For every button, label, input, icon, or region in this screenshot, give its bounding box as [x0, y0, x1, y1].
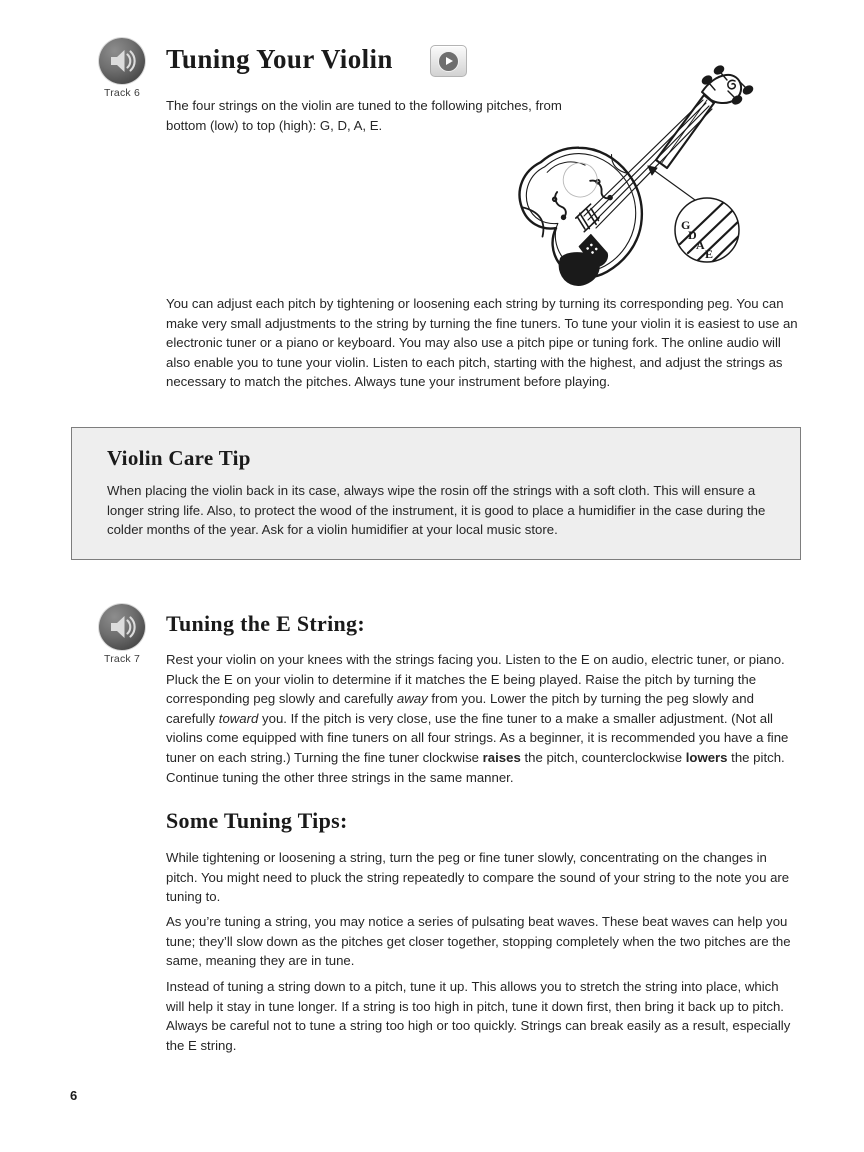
track-6-block[interactable]	[86, 38, 158, 99]
track-7-label: Track 7	[103, 653, 141, 665]
tuning-tip-paragraph-1: While tightening or loosening a string, turn the peg or fine tuner slowly, concentrating on the changes in pitch. You might need to pluck the string repeatedly to compare the sound of your string to the note you are tuning to.	[166, 850, 790, 905]
tuning-body-paragraph: You can adjust each pitch by tightening or loosening each string by turning its corresponding peg. You can make very small adjustments to the string by turning the fine tuners. To tune your violin it is easiest to use an electronic tuner or a piano or keyboard. You may also use a pitch pipe or tuning fork. The online audio will also enable you to tune your violin. Listen to each pitch, starting with the highest, and adjust the strings as necessary to match the pitches. Always tune your instrument before playing.	[166, 296, 798, 390]
tuning-tip-paragraph-3: Instead of tuning a string down to a pitch, tune it up. This allows you to stretch the string into place, which will help it stay in tune longer. If a string is too high in pitch, tune it down first, then bring it back up to pitch. Always be careful not to tune a string too high or too quickly. Strings can break easily as a result, especially the E string.	[166, 979, 791, 1053]
string-label-a: A	[696, 238, 705, 252]
play-triangle	[446, 57, 453, 65]
string-label-d: D	[688, 228, 697, 242]
violin-illustration	[498, 48, 774, 288]
heading-tuning-e-string: Tuning the E String:	[166, 611, 365, 636]
string-label-g: G	[681, 218, 691, 232]
intro-paragraph: The four strings on the violin are tuned to the following pitches, from bottom (low) to top (high): G, D, A, E.	[166, 98, 562, 133]
track-6-label: Track 6	[103, 87, 141, 99]
e-string-paragraph: Rest your violin on your knees with the strings facing you. Listen to the E on audio, electric tuner, or piano. Pluck the E on your violin to determine if it matches the E being played. Raise the pitch by turning the corresponding peg slowly and carefully away from you. Lower the pitch by turning the peg slowly and carefully toward you. If the pitch is very close, use the fine tuner to a make a smaller adjustment. (Not all violins come equipped with fine tuners on all four strings. As a beginner, it is recommended you have a fine tuner on each string.) Turning the fine tuner clockwise raises the pitch, counterclockwise lowers the pitch. Continue tuning the other three strings in the same manner.	[166, 652, 789, 785]
care-tip-body: When placing the violin back in its case, always wipe the rosin off the strings with a soft cloth. This will ensure a longer string life. Also, to protect the wood of the instrument, it is good to place a humidifier in the case during the colder months of the year. Ask for a violin humidifier at your local music store.	[107, 483, 766, 538]
speaker-icon[interactable]	[99, 604, 145, 650]
track-7-block[interactable]	[86, 604, 158, 665]
string-label-e: E	[705, 247, 714, 261]
page-number: 6	[70, 1088, 78, 1103]
speaker-icon[interactable]	[99, 38, 145, 84]
page-title: Tuning Your Violin	[166, 44, 393, 74]
heading-some-tuning-tips: Some Tuning Tips:	[166, 808, 348, 833]
care-tip-title: Violin Care Tip	[107, 446, 251, 470]
tuning-tip-paragraph-2: As you’re tuning a string, you may notice a series of pulsating beat waves. These beat waves can help you tune; they’ll slow down as the pitches get closer together, stopping completely when the two pitches are the same, meaning they are in tune.	[166, 914, 791, 969]
play-circle	[438, 51, 459, 72]
play-video-icon[interactable]	[430, 45, 467, 77]
